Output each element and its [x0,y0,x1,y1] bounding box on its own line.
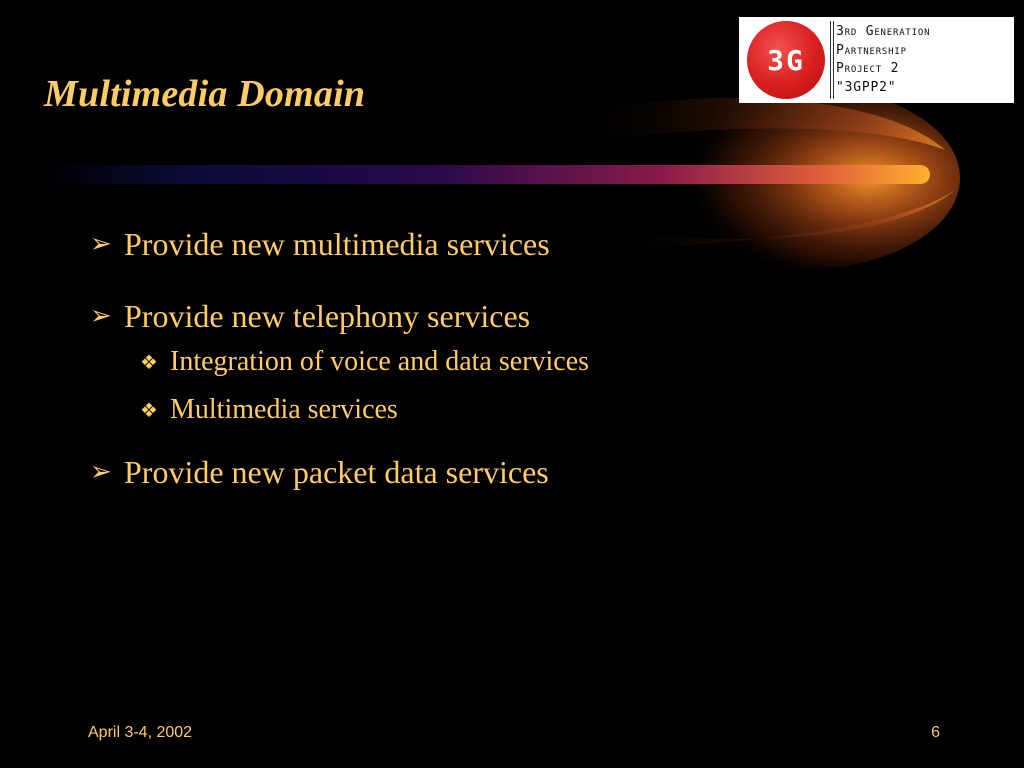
arrow-bullet-icon: ➢ [90,301,112,331]
bullet-text: Provide new multimedia services [124,226,550,262]
page-number: 6 [931,724,940,741]
sub-bullet-item [90,386,910,434]
3gpp2-logo [739,17,1014,103]
bullet-item [90,294,910,338]
logo-line: "3GPP2" [836,79,897,95]
logo-line: Project 2 [836,61,900,76]
swoosh-bar [40,165,930,184]
bullet-list [90,222,910,494]
bullet-text: Provide new packet data services [124,454,549,490]
sub-bullet-text: Integration of voice and data services [170,346,590,377]
bullet-text: Provide new telephony services [124,298,531,334]
sub-bullet-text: Multimedia services [170,394,398,425]
logo-divider [830,21,834,99]
logo-text [836,23,1014,97]
slide-title: Multimedia Domain [44,73,366,115]
sub-bullet-item [90,338,910,386]
arrow-bullet-icon: ➢ [90,229,112,259]
logo-line: Partnership [836,42,907,58]
logo-line: 3rd Generation [836,24,931,39]
diamond-bullet-icon: ❖ [140,350,158,374]
arrow-bullet-icon: ➢ [90,457,112,487]
logo-3g-mark: 3G [767,43,805,77]
footer-date: April 3-4, 2002 [88,724,193,741]
bullet-item [90,222,910,266]
bullet-item [90,450,910,494]
diamond-bullet-icon: ❖ [140,398,158,422]
